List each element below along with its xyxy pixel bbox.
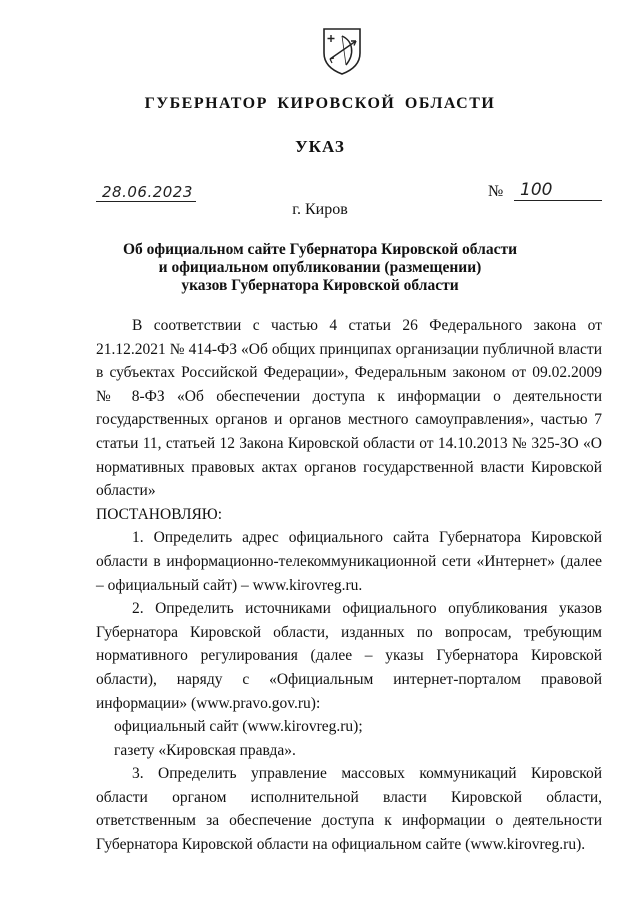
item-1-paragraph: 1. Определить адрес официального сайта Губернатора Кировской области в информационно-телекоммуникационной сети «Интернет» (далее – официальный сайт) – www.kirovreg.ru. bbox=[96, 529, 602, 594]
number-line bbox=[514, 180, 602, 201]
item-2-paragraph: 2. Определить источниками официального опубликования указов Губернатора Кировской области, изданных по вопросам, требующим нормативного регулирования (далее – указы Губернатора Кировской области), наряду с «Официальным интернет-порталом правовой информации» (www.pravo.gov.ru): bbox=[96, 600, 602, 712]
title-line: и официальном опубликовании (размещении) bbox=[158, 259, 482, 276]
preamble-paragraph: В соответствии с частью 4 статьи 26 Федерального закона от 21.12.2021 № 414-ФЗ «Об общих принципах организации публичной власти в субъектах Российской Федерации», Федеральным законом от 09.02.2009 № 8-ФЗ «Об обеспечении доступа к информации о деятельности государственных органов и органов местного самоуправления», частью 7 статьи 11, статьей 12 Закона Кировской области от 14.10.2013 № 325-ЗО «О нормативных правовых актах органов государственной власти Кировской области» bbox=[96, 317, 602, 500]
document-number: 100 bbox=[520, 180, 553, 200]
resolve-statement: ПОСТАНОВЛЯЮ: bbox=[96, 505, 223, 523]
document-body bbox=[96, 314, 602, 857]
document-title bbox=[0, 241, 640, 295]
city: г. Киров bbox=[292, 201, 348, 218]
title-line: указов Губернатора Кировской области bbox=[181, 277, 459, 294]
item-2-source-site: официальный сайт (www.kirovreg.ru); bbox=[114, 718, 363, 736]
issuing-authority: ГУБЕРНАТОР КИРОВСКОЙ ОБЛАСТИ bbox=[144, 95, 496, 112]
date-field bbox=[96, 181, 196, 202]
document-date: 28.06.2023 bbox=[102, 183, 193, 201]
item-2-source-newspaper: газету «Кировская правда». bbox=[114, 741, 296, 759]
item-3-paragraph: 3. Определить управление массовых коммуникаций Кировской области органом исполнительной власти Кировской области, ответственным за обеспечение доступа к информации о деятельности Губернатора Кировской области на официальном сайте (www.kirovreg.ru). bbox=[96, 765, 602, 854]
title-line: Об официальном сайте Губернатора Кировской области bbox=[122, 241, 518, 258]
document-type: УКАЗ bbox=[295, 137, 345, 156]
number-sign: № bbox=[488, 183, 504, 200]
coat-of-arms-icon bbox=[322, 27, 362, 75]
